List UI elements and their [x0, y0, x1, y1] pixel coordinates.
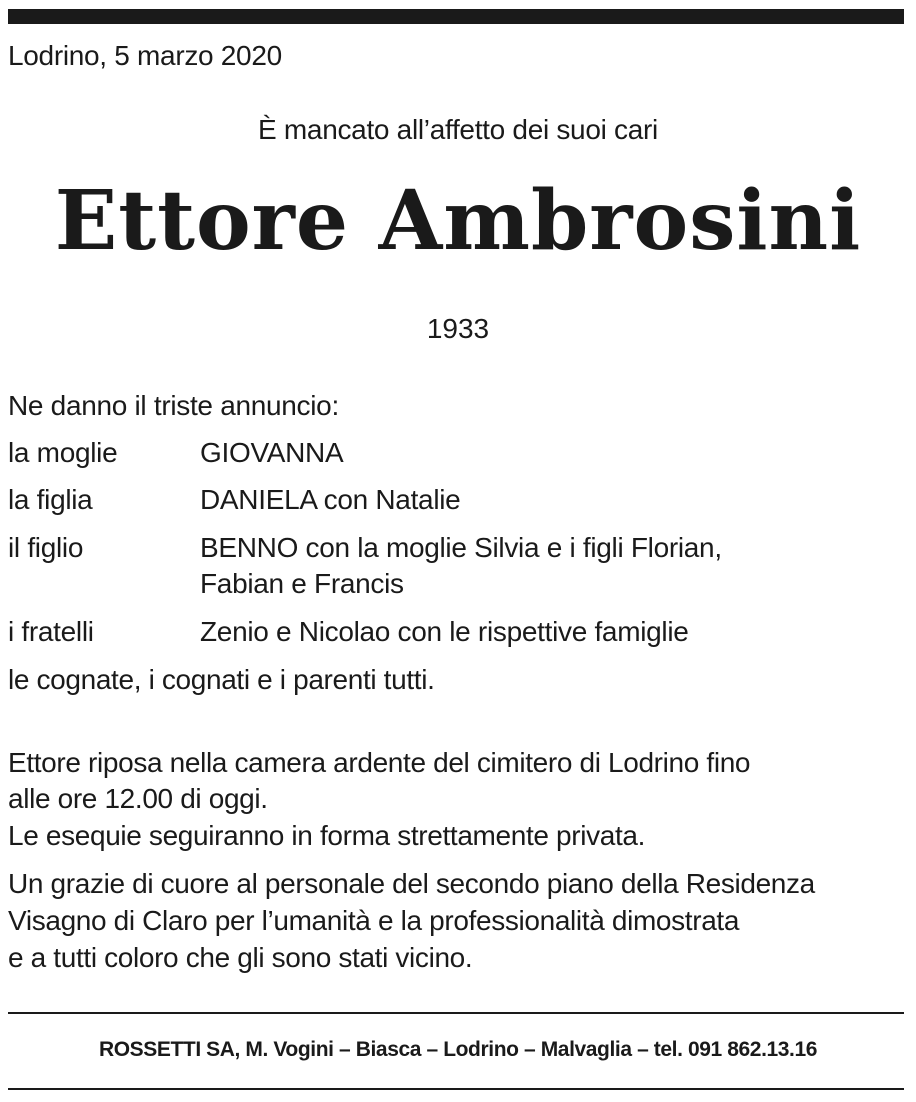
relative-value: BENNO con la moglie Silvia e i figli Florian,: [200, 532, 722, 563]
detail-line: Visagno di Claro per l’umanità e la professionalità dimostrata: [8, 905, 740, 936]
other-relatives: le cognate, i cognati e i parenti tutti.: [8, 664, 435, 695]
detail-line: Le esequie seguiranno in forma strettamente privata.: [8, 820, 646, 851]
relative-value-cont: Fabian e Francis: [200, 568, 404, 599]
relative-label: la figlia: [8, 484, 93, 515]
birth-year: 1933: [426, 313, 490, 344]
footer-contact: ROSSETTI SA, M. Vogini – Biasca – Lodrino – Malvaglia – tel. 091 862.13.16: [98, 1038, 818, 1061]
relative-label: la moglie: [8, 437, 118, 468]
footer-rule-top: [8, 1012, 904, 1014]
intro-text: È mancato all’affetto dei suoi cari: [258, 114, 658, 145]
announce-text: Ne danno il triste annuncio:: [8, 390, 339, 421]
place-date: Lodrino, 5 marzo 2020: [8, 40, 282, 71]
detail-line: alle ore 12.00 di oggi.: [8, 783, 268, 814]
relative-label: il figlio: [8, 532, 84, 563]
top-bar: [8, 9, 904, 24]
deceased-name: Ettore Ambrosini: [54, 173, 862, 269]
detail-line: e a tutti coloro che gli sono stati vicino.: [8, 942, 473, 973]
relative-value: DANIELA con Natalie: [200, 484, 461, 515]
footer-rule-bottom: [8, 1088, 904, 1090]
detail-line: Un grazie di cuore al personale del secondo piano della Residenza: [8, 868, 815, 899]
relative-label: i fratelli: [8, 616, 94, 647]
relative-value: GIOVANNA: [200, 437, 344, 468]
relative-value: Zenio e Nicolao con le rispettive famiglie: [200, 616, 689, 647]
detail-line: Ettore riposa nella camera ardente del cimitero di Lodrino fino: [8, 747, 751, 778]
